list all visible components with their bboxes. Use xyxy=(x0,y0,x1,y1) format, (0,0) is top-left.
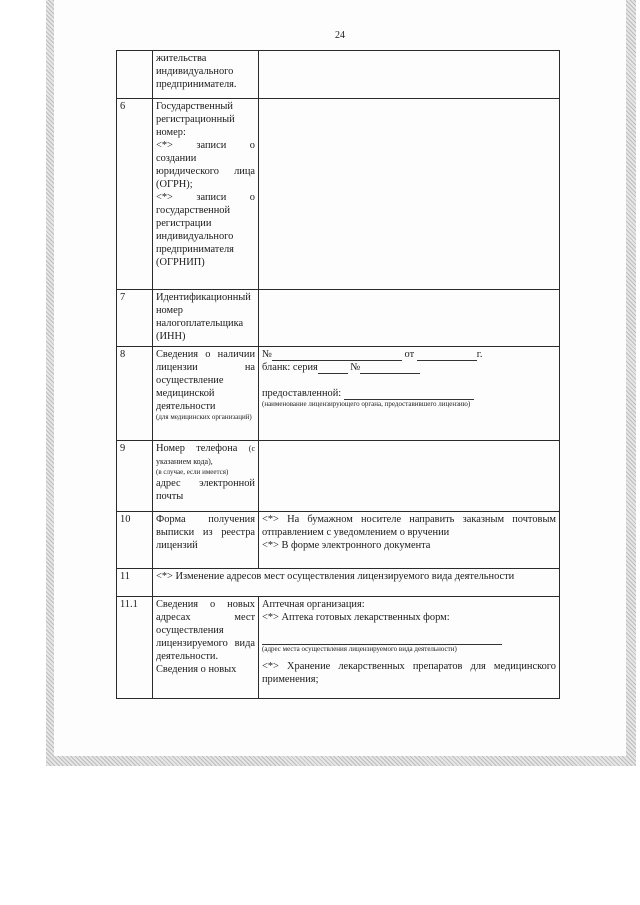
electronic-option: <*> В форме электронного документа xyxy=(262,540,431,551)
blank-series-line: бланк: серия № xyxy=(262,361,556,374)
row-label: жительства индивидуального предпринимателя. xyxy=(153,51,259,99)
row-value xyxy=(259,290,560,347)
address-field[interactable] xyxy=(262,635,502,645)
license-date-field[interactable] xyxy=(417,351,477,361)
table-row xyxy=(117,290,560,347)
issued-by-note: (наименование лицензирующего органа, предоставившего лицензию) xyxy=(262,400,471,408)
address-note: (адрес места осуществления лицензируемого вида деятельности) xyxy=(262,645,457,653)
ogrnip-option: <*> записи о государственной регистрации индивидуального предпринимателя (ОГРНИП) xyxy=(156,192,255,268)
table-row xyxy=(117,99,560,290)
table-row xyxy=(117,569,560,597)
table-row xyxy=(117,347,560,441)
row-label: Государственный регистрационный номер: xyxy=(156,101,235,138)
issued-by-field[interactable] xyxy=(344,390,474,400)
blank-series-field[interactable] xyxy=(318,364,348,374)
blank-number-field[interactable] xyxy=(360,364,420,374)
table-row xyxy=(117,597,560,699)
row-label: Форма получения выписки из реестра лицензий xyxy=(153,512,259,569)
table-row xyxy=(117,512,560,569)
row-label: Сведения о новых адресах мест осуществления лицензируемого вида деятельности. Сведения о новых xyxy=(153,597,259,699)
row-number: 11.1 xyxy=(117,597,153,699)
issued-by-line: предоставленной: xyxy=(262,387,556,400)
row-number xyxy=(117,51,153,99)
row-number: 8 xyxy=(117,347,153,441)
row-number: 9 xyxy=(117,441,153,512)
license-number-line: № от г. xyxy=(262,349,483,360)
row-label: Сведения о наличии лицензии на осуществление медицинской деятельности xyxy=(156,349,255,412)
pharmacy-org-label: Аптечная организация: xyxy=(262,599,365,610)
paper-option: <*> На бумажном носителе направить заказным почтовым отправлением с уведомлением о вручении xyxy=(262,514,556,538)
pharmacy-option: <*> Аптека готовых лекарственных форм: xyxy=(262,612,450,623)
row-label: Номер телефона xyxy=(156,443,238,454)
row-label: Идентификационный номер налогоплательщика (ИНН) xyxy=(153,290,259,347)
row-number: 6 xyxy=(117,99,153,290)
row-value xyxy=(259,51,560,99)
document-page xyxy=(54,0,626,756)
table-row: 9 Номер телефона (с указанием кода), (в случае, если имеется) адрес электронной почты xyxy=(117,441,560,512)
address-change-option: <*> Изменение адресов мест осуществления лицензируемого вида деятельности xyxy=(153,569,560,597)
row-number: 7 xyxy=(117,290,153,347)
row-note: (для медицинских организаций) xyxy=(156,413,252,421)
row-number: 11 xyxy=(117,569,153,597)
table-row xyxy=(117,51,560,99)
storage-option: <*> Хранение лекарственных препаратов для медицинского применения; xyxy=(262,661,556,685)
license-number-field[interactable] xyxy=(272,351,402,361)
application-form-table xyxy=(116,50,560,699)
row-value xyxy=(259,441,560,512)
ogrn-option: <*> записи о создании юридического лица (ОГРН); xyxy=(156,140,255,190)
page-number: 24 xyxy=(335,30,345,41)
row-number: 10 xyxy=(117,512,153,569)
row-value xyxy=(259,99,560,290)
